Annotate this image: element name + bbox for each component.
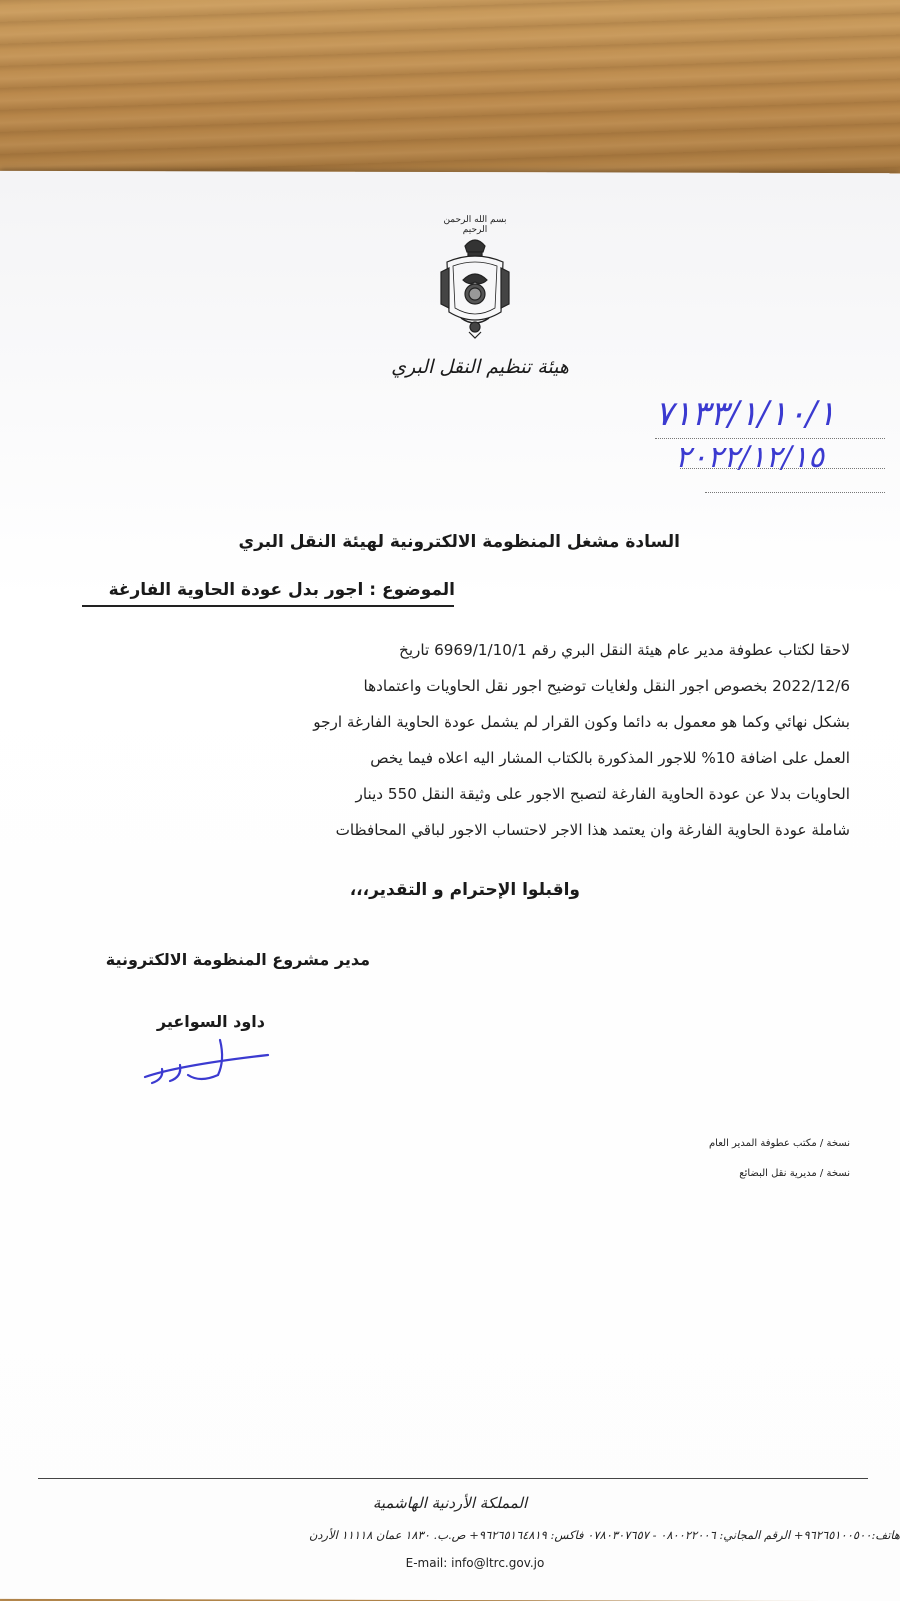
addressee: السادة مشغل المنظومة الالكترونية لهيئة النقل البري [238,532,680,552]
copy-recipient: نسخة / مكتب عطوفة المدير العام [708,1138,850,1149]
signatory-name: داود السواعير [156,1012,265,1031]
handwritten-signature [140,1035,280,1095]
closing-salutation: واقبلوا الإحترام و التقدير،،، [349,880,580,900]
subject-line: الموضوع : اجور بدل عودة الحاوية الفارغة [108,580,455,600]
basmala: بسم الله الرحمن الرحيم [443,215,507,235]
letter-body [232,632,850,848]
body-line: لاحقا لكتاب عطوفة مدير عام هيئة النقل البري رقم 6969/1/10/1 تاريخ [399,641,850,659]
subject-underline [82,605,454,607]
footer-divider [38,1478,868,1479]
dotted-line-reference [655,438,885,439]
dotted-line-attachments [705,492,885,493]
footer-email: E-mail: info@ltrc.gov.jo [405,1556,545,1570]
body-line: الحاويات بدلا عن عودة الحاوية الفارغة لتصبح الاجور على وثيقة النقل 550 دينار [355,785,850,803]
handwritten-date: ٢٠٢٢/١٢/١٥ [675,440,825,475]
handwritten-reference-number: ٧١٣٣/١/١٠/١ [655,394,836,434]
signatory-title: مدير مشروع المنظومة الالكترونية [105,950,370,969]
dotted-line-date [680,468,885,469]
copy-recipient: نسخة / مديرية نقل البضائع [739,1168,850,1179]
coat-of-arms-emblem [435,232,515,340]
footer-contact-info: هاتف:٩٦٢٦٥١٠٠٥٠٠+ الرقم المجاني: ٠٨٠٠٢٢٠٠٦ - ٠٧٨٠٣٠٧٦٥٧ فاكس: ٩٦٢٦٥١٦٤٨١٩+ ص.ب. ١٨٣٠ عمان ١١١١٨ الأردن [308,1528,900,1542]
body-line: 2022/12/6 بخصوص اجور النقل ولغايات توضيح اجور نقل الحاويات واعتمادها [363,677,850,695]
body-line: شاملة عودة الحاوية الفارغة وان يعتمد هذا الاجر لاحتساب الاجور لباقي المحافظات [335,821,850,839]
body-line: العمل على اضافة 10% للاجور المذكورة بالكتاب المشار اليه اعلاه فيما يخص [370,749,850,767]
wooden-table-background [0,0,900,185]
organization-name: هيئة تنظيم النقل البري [391,356,569,378]
footer-kingdom: المملكة الأردنية الهاشمية [372,1494,528,1512]
body-line: بشكل نهائي وكما هو معمول به دائما وكون القرار لم يشمل عودة الحاوية الفارغة ارجو [313,713,850,731]
